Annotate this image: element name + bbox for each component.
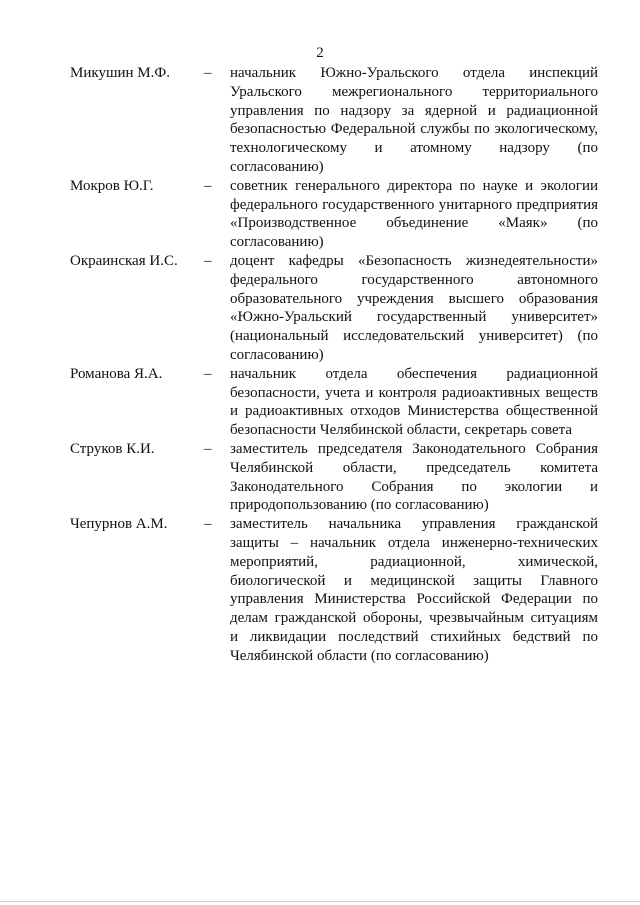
member-description: начальник Южно-Уральского отдела инспекций Уральского межрегионального территориального управления по надзору за ядерной и радиационной безопасностью Федеральной службы по экологическому, технологическому и атомному надзору (по согласованию) [230, 65, 598, 175]
member-dash: – [204, 65, 212, 81]
member-description: доцент кафедры «Безопасность жизнедеятельности» федерального государственного автономного образовательного учреждения высшего образования «Южно-Уральский государственный университет» (национальный исследовательский университет) (по согласованию) [230, 252, 598, 363]
member-name: Романова Я.А. [70, 365, 163, 382]
member-dash: – [204, 177, 212, 194]
member-entry [70, 515, 598, 665]
member-entry [70, 177, 598, 252]
member-description: заместитель председателя Законодательного Собрания Челябинской области, председатель комитета Законодательного Собрания по экологии и природопользованию (по согласованию) [230, 440, 598, 514]
members-list [70, 64, 598, 666]
member-dash: – [204, 440, 212, 457]
member-description: заместитель начальника управления гражданской защиты – начальник отдела инженерно-технических мероприятий, радиационной, химической, биологической и медицинской защиты Главного управления Министерства Российской Федерации по делам гражданской обороны, чрезвычайным ситуациям и ликвидации последствий стихийных бедствий по Челябинской области (по согласованию) [230, 516, 598, 664]
member-entry [70, 64, 598, 177]
member-dash: – [204, 365, 212, 382]
member-name: Микушин М.Ф. [70, 65, 170, 81]
member-dash: – [204, 516, 212, 533]
member-entry [70, 440, 598, 515]
member-name: Окраинская И.С. [70, 252, 178, 269]
member-dash: – [204, 252, 212, 269]
member-name: Мокров Ю.Г. [70, 177, 154, 194]
page-number: 2 [316, 45, 324, 61]
member-entry [70, 252, 598, 365]
page-bottom-edge [0, 901, 640, 905]
member-description: советник генерального директора по науке и экологии федерального государственного унитарного предприятия «Производственное объединение «Маяк» (по согласованию) [230, 177, 598, 251]
member-name: Чепурнов А.М. [70, 516, 168, 533]
member-name: Струков К.И. [70, 440, 155, 457]
member-description: начальник отдела обеспечения радиационной безопасности, учета и контроля радиоактивных веществ и радиоактивных отходов Министерства общественной безопасности Челябинской области, секретарь совета [230, 365, 598, 439]
member-entry [70, 365, 598, 440]
